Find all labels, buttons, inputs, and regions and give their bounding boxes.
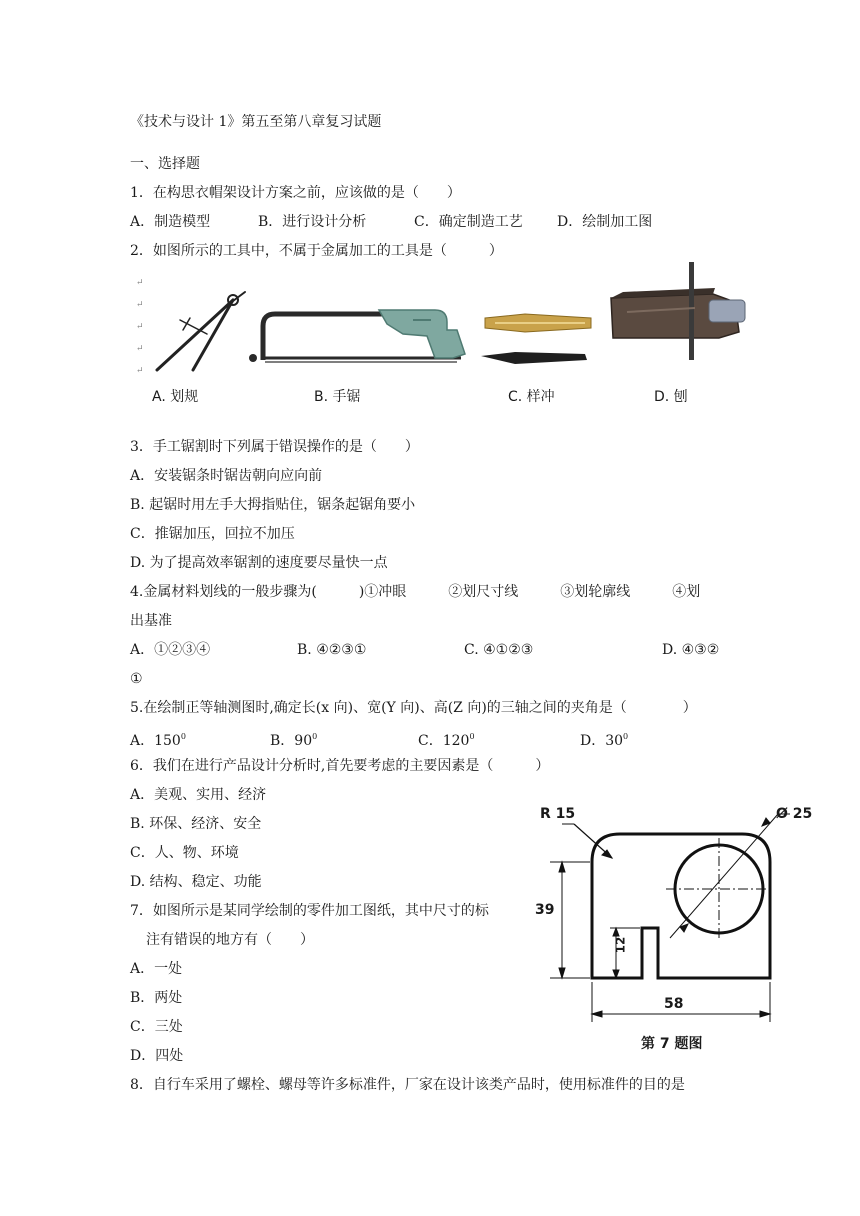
q4-option-a: A．①②③④ <box>130 642 211 658</box>
question-7-stem: 7．如图所示是某同学绘制的零件加工图纸，其中尺寸的标 <box>130 903 489 919</box>
q7-option-a: A．一处 <box>130 961 183 977</box>
diameter-dimension-label: Ø 25 <box>776 806 813 822</box>
q3-option-a: A．安装锯条时锯齿朝向应向前 <box>130 468 323 484</box>
question-2-stem: 2．如图所示的工具中，不属于金属加工的工具是（ ） <box>130 243 503 259</box>
q7-option-d: D．四处 <box>130 1048 184 1064</box>
q1-option-a: A．制造模型 <box>130 214 211 230</box>
figure-caption: 第 7 题图 <box>641 1036 703 1052</box>
q4-option-c: C. ④①②③ <box>464 642 534 658</box>
q6-option-b: B. 环保、经济、安全 <box>130 816 262 832</box>
dividers-image <box>157 292 245 370</box>
q5-option-d: D．$30^0$ <box>580 732 629 749</box>
question-5-stem: 5.在绘制正等轴测图时,确定长(x 向)、宽(Y 向)、高(Z 向)的三轴之间的夹角是（ ） <box>130 700 697 716</box>
question-7-stem-cont: 注有错误的地方有（ ） <box>146 932 314 948</box>
q3-option-d: D. 为了提高效率锯割的速度要尽量快一点 <box>130 555 388 571</box>
width-dimension-label: 58 <box>664 996 684 1012</box>
question-8-stem: 8．自行车采用了螺栓、螺母等许多标准件，厂家在设计该类产品时，使用标准件的目的是 <box>130 1077 685 1093</box>
return-mark-icon: ↵ <box>136 344 144 354</box>
return-mark-icon: ↵ <box>136 322 144 332</box>
question-4-stem: 4.金属材料划线的一般步骤为( )①冲眼 ②划尺寸线 ③划轮廓线 ④划 <box>130 584 701 600</box>
q6-option-c: C．人、物、环境 <box>130 845 239 861</box>
hacksaw-image <box>249 310 465 362</box>
q4-option-b: B. ④②③① <box>297 642 367 658</box>
height-dimension-label: 39 <box>535 902 555 918</box>
question-4-stem-cont: 出基准 <box>130 613 172 629</box>
return-mark-icon: ↵ <box>136 300 144 310</box>
return-mark-icon: ↵ <box>136 278 144 288</box>
q4-option-d-wrap: ① <box>130 671 143 687</box>
tool-label-d: D. 刨 <box>654 389 688 405</box>
q6-option-a: A．美观、实用、经济 <box>130 787 267 803</box>
question-1-stem: 1．在构思衣帽架设计方案之前，应该做的是（ ） <box>130 185 461 201</box>
q5-option-a: A．$150^0$ <box>130 732 186 749</box>
q1-option-d: D．绘制加工图 <box>557 214 653 230</box>
q1-option-c: C．确定制造工艺 <box>414 214 523 230</box>
tool-label-b: B. 手锯 <box>314 389 361 405</box>
q3-option-b: B. 起锯时用左手大拇指贴住，锯条起锯角要小 <box>130 497 416 513</box>
question-3-stem: 3．手工锯割时下列属于错误操作的是（ ） <box>130 439 419 455</box>
question-6-stem: 6．我们在进行产品设计分析时,首先要考虑的主要因素是（ ） <box>130 758 550 774</box>
q7-option-c: C．三处 <box>130 1019 183 1035</box>
q7-option-b: B．两处 <box>130 990 183 1006</box>
tool-label-a: A. 划规 <box>152 389 199 405</box>
center-punch-image <box>481 314 591 364</box>
q4-option-d: D. ④③② <box>662 642 720 658</box>
q5-option-b: B．$90^0$ <box>270 732 318 749</box>
plane-image <box>611 262 745 360</box>
radius-dimension-label: R 15 <box>540 806 576 822</box>
section-heading: 一、选择题 <box>130 156 200 172</box>
page-title: 《技术与设计 1》第五至第八章复习试题 <box>130 114 382 130</box>
tool-label-c: C. 样冲 <box>508 389 555 405</box>
q1-option-b: B．进行设计分析 <box>258 214 367 230</box>
return-mark-icon: ↵ <box>136 366 144 376</box>
slot-dimension-label: 12 <box>613 936 628 954</box>
q5-option-c: C．$120^0$ <box>418 732 475 749</box>
q3-option-c: C．推锯加压，回拉不加压 <box>130 526 295 542</box>
q6-option-d: D. 结构、稳定、功能 <box>130 874 262 890</box>
